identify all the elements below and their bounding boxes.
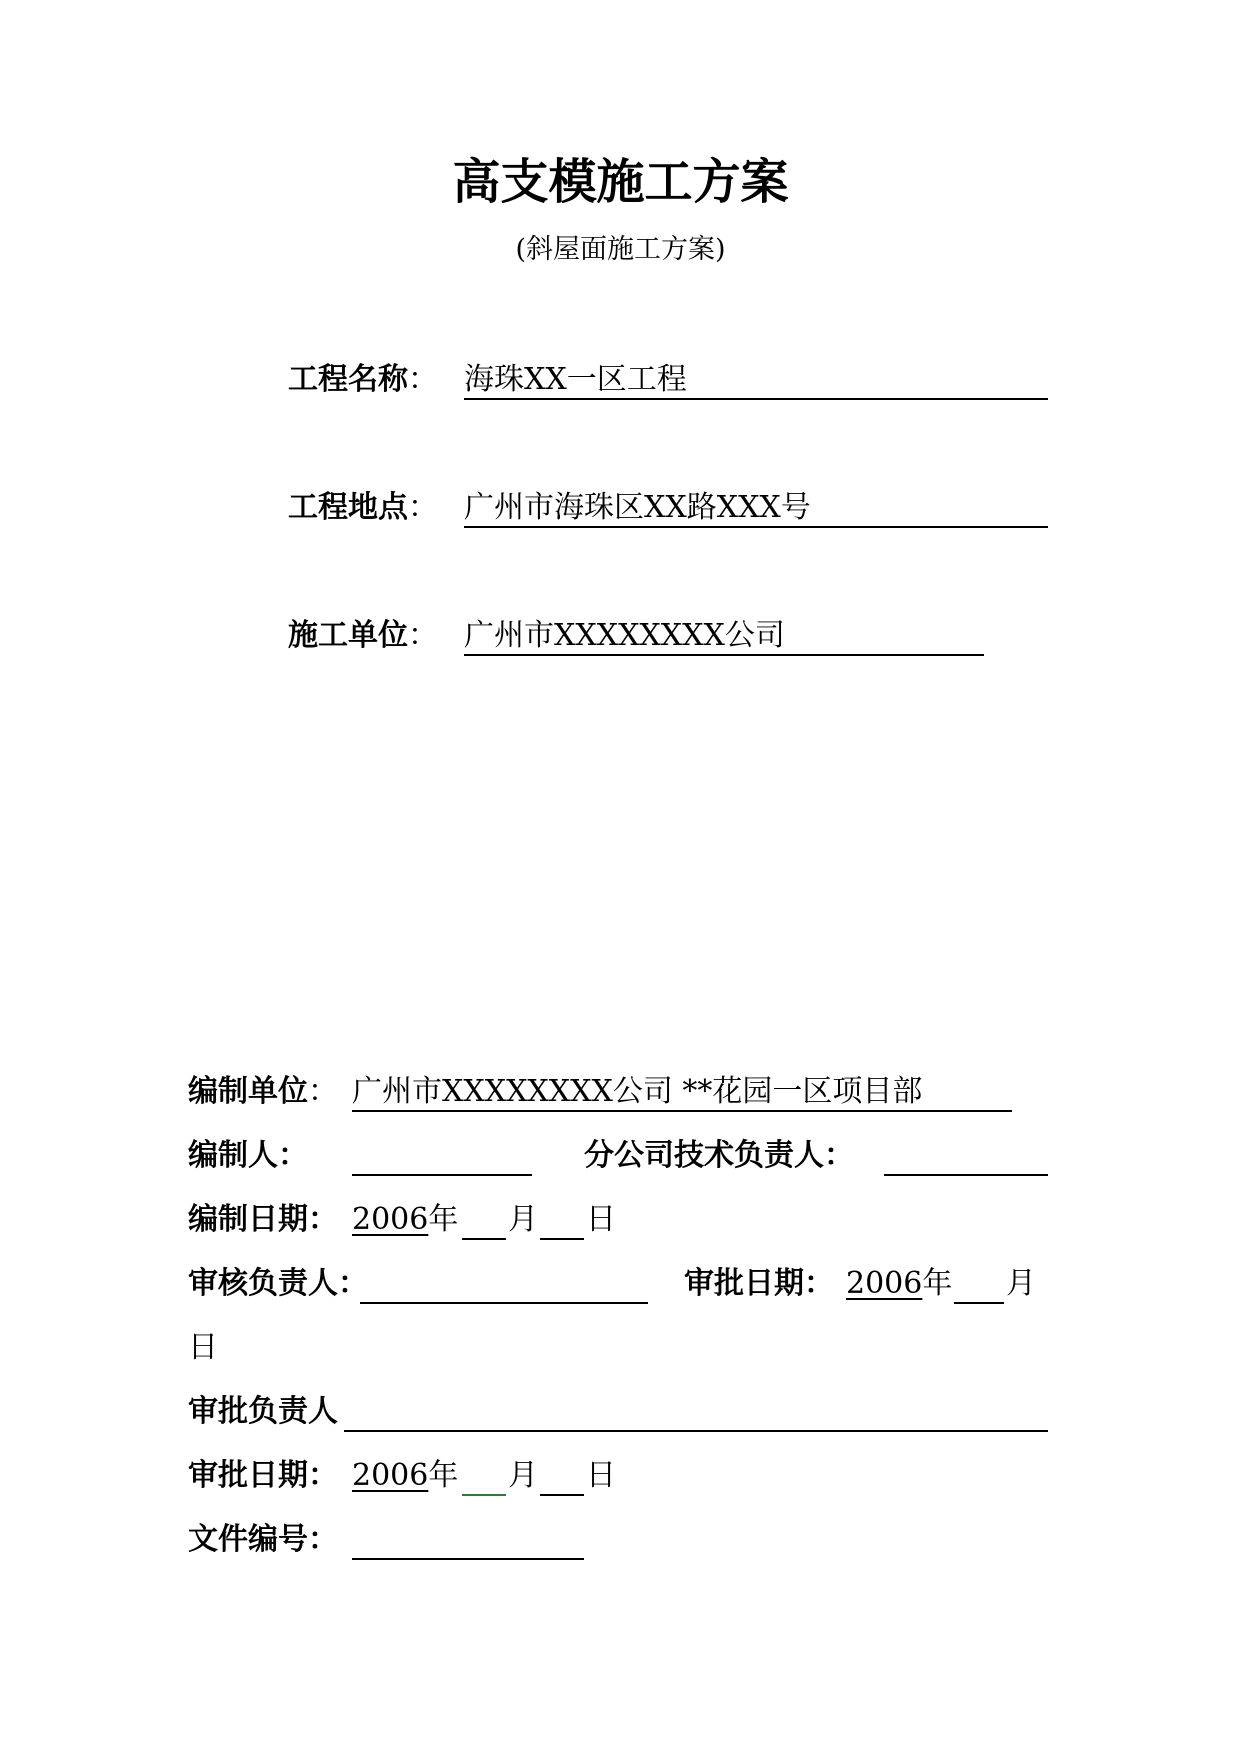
day-blank[interactable] xyxy=(540,1200,584,1240)
colon: ： xyxy=(408,362,438,397)
project-location-row xyxy=(288,488,1048,528)
month-char: 月 xyxy=(1006,1266,1036,1301)
compile-unit-row xyxy=(188,1072,1028,1112)
approve-lead-blank[interactable] xyxy=(344,1392,1048,1432)
contractor-row xyxy=(288,616,988,656)
approve-date-value xyxy=(846,1264,952,1304)
month-char: 月 xyxy=(508,1202,538,1237)
compile-unit-label: 编制单位 xyxy=(188,1074,308,1109)
document-subtitle: (斜屋面施工方案) xyxy=(515,234,726,265)
year-char: 年 xyxy=(428,1458,459,1493)
day-char: 日 xyxy=(586,1458,616,1493)
compiler-label: 编制人： xyxy=(188,1138,308,1173)
approve-lead-label: 审批负责人 xyxy=(188,1394,338,1429)
year: 2006 xyxy=(846,1266,923,1301)
project-name-value: 海珠XX一区工程 xyxy=(464,360,1048,400)
approve-date2-label: 审批日期： xyxy=(188,1458,338,1493)
compiler-row xyxy=(188,1136,1048,1176)
file-no-row xyxy=(188,1520,668,1560)
compiler-blank[interactable] xyxy=(352,1136,532,1176)
approve-date2-row xyxy=(188,1456,748,1496)
review-lead-blank[interactable] xyxy=(360,1264,648,1304)
document-title: 高支模施工方案 xyxy=(452,154,789,210)
month-blank[interactable] xyxy=(462,1200,506,1240)
approve-date2-value xyxy=(352,1456,458,1496)
compile-date-value xyxy=(352,1200,458,1240)
approve-month-blank[interactable] xyxy=(954,1264,1004,1304)
approve-date-label: 审批日期： xyxy=(684,1266,834,1301)
project-name-row xyxy=(288,360,1048,400)
compile-date-label: 编制日期： xyxy=(188,1202,338,1237)
tech-lead-label: 分公司技术负责人： xyxy=(584,1138,854,1173)
day-char-wrapped: 日 xyxy=(188,1330,218,1365)
review-row xyxy=(188,1264,1048,1304)
compile-unit-value: 广州市XXXXXXXX公司 **花园一区项目部 xyxy=(352,1072,1012,1112)
project-location-value: 广州市海珠区XX路XXX号 xyxy=(464,488,1048,528)
day-char: 日 xyxy=(586,1202,616,1237)
approve-date2-month-blank[interactable] xyxy=(462,1456,506,1496)
year: 2006 xyxy=(352,1202,429,1237)
colon: ： xyxy=(308,1074,338,1109)
colon: ： xyxy=(408,490,438,525)
project-name-label: 工程名称 xyxy=(288,362,408,397)
review-lead-label: 审核负责人： xyxy=(188,1266,368,1301)
approve-lead-row xyxy=(188,1392,1048,1432)
colon: ： xyxy=(408,618,438,653)
file-no-blank[interactable] xyxy=(352,1520,584,1560)
year-char: 年 xyxy=(428,1202,459,1237)
tech-lead-blank[interactable] xyxy=(884,1136,1048,1176)
year: 2006 xyxy=(352,1458,429,1493)
compile-date-row xyxy=(188,1200,748,1240)
approve-date2-day-blank[interactable] xyxy=(540,1456,584,1496)
project-location-label: 工程地点 xyxy=(288,490,408,525)
file-no-label: 文件编号： xyxy=(188,1522,338,1557)
contractor-label: 施工单位 xyxy=(288,618,408,653)
year-char: 年 xyxy=(922,1266,953,1301)
month-char: 月 xyxy=(508,1458,538,1493)
contractor-value: 广州市XXXXXXXX公司 xyxy=(464,616,984,656)
